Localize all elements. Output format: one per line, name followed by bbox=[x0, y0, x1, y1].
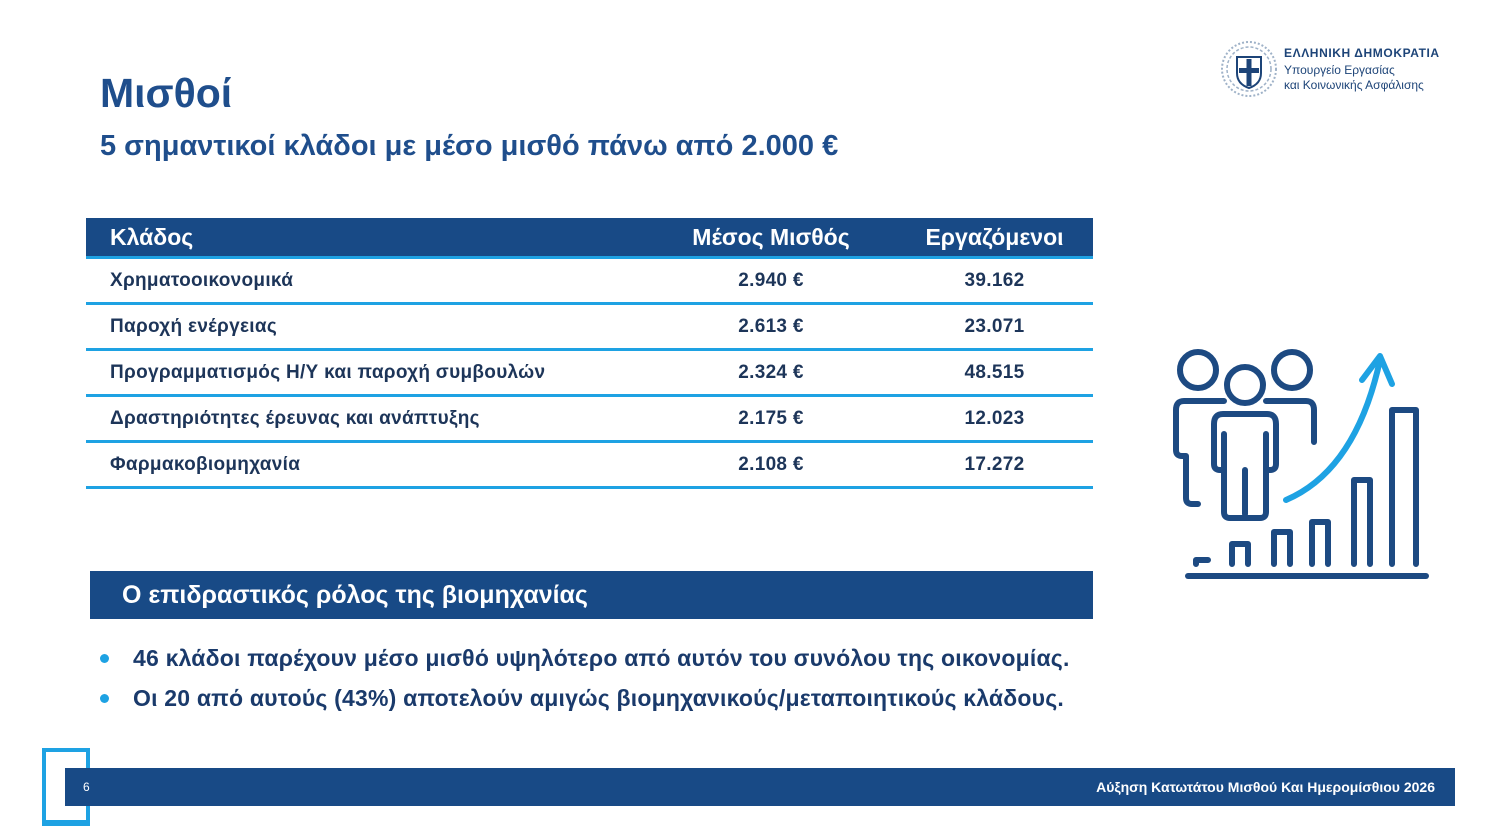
table-header bbox=[86, 218, 1093, 259]
government-logo bbox=[1220, 40, 1440, 98]
table-row bbox=[86, 259, 1093, 305]
cell-employees: 17.272 bbox=[964, 453, 1025, 475]
list-item bbox=[100, 638, 1070, 678]
cell-salary: 2.613 € bbox=[738, 315, 804, 337]
cell-employees: 12.023 bbox=[964, 407, 1025, 429]
cell-employees: 23.071 bbox=[964, 315, 1025, 337]
section-title: Ο επιδραστικός ρόλος της βιομηχανίας bbox=[122, 580, 588, 609]
table-row bbox=[86, 443, 1093, 489]
cell-employees: 39.162 bbox=[964, 269, 1025, 291]
cell-sector: Δραστηριότητες έρευνας και ανάπτυξης bbox=[110, 407, 480, 429]
corner-decoration-bottom bbox=[42, 822, 90, 826]
page-number: 6 bbox=[83, 780, 90, 794]
logo-ministry-line1: Υπουργείο Εργασίας bbox=[1284, 62, 1395, 77]
salary-table bbox=[86, 218, 1093, 489]
footer-title: Αύξηση Κατωτάτου Μισθού Και Ημερομίσθιου 2026 bbox=[1096, 779, 1435, 795]
footer-bar bbox=[65, 768, 1455, 806]
bullet-text: 46 κλάδοι παρέχουν μέσο μισθό υψηλότερο από αυτόν του συνόλου της οικονομίας. bbox=[133, 644, 1070, 671]
corner-decoration-right bbox=[86, 748, 90, 768]
cell-salary: 2.940 € bbox=[738, 269, 804, 291]
page-subtitle: 5 σημαντικοί κλάδοι με μέσο μισθό πάνω από 2.000 € bbox=[100, 130, 839, 162]
greek-emblem-icon bbox=[1220, 40, 1278, 98]
column-header-employees: Εργαζόμενοι bbox=[925, 223, 1064, 250]
cell-sector: Χρηματοοικονομικά bbox=[110, 269, 294, 291]
logo-title: ΕΛΛΗΝΙΚΗ ΔΗΜΟΚΡΑΤΙΑ bbox=[1284, 45, 1440, 60]
bullet-dot-icon bbox=[100, 694, 109, 703]
cell-employees: 48.515 bbox=[964, 361, 1025, 383]
table-row bbox=[86, 351, 1093, 397]
bullet-text: Οι 20 από αυτούς (43%) αποτελούν αμιγώς βιομηχανικούς/μεταποιητικούς κλάδους. bbox=[133, 684, 1065, 711]
cell-salary: 2.108 € bbox=[738, 453, 804, 475]
cell-sector: Προγραμματισμός Η/Υ και παροχή συμβουλών bbox=[110, 361, 546, 383]
bullet-dot-icon bbox=[100, 654, 109, 663]
section-header bbox=[90, 571, 1093, 619]
list-item bbox=[100, 678, 1070, 718]
column-header-sector: Κλάδος bbox=[110, 223, 194, 250]
column-header-salary: Μέσος Μισθός bbox=[692, 223, 850, 250]
table-row bbox=[86, 397, 1093, 443]
cell-salary: 2.324 € bbox=[738, 361, 804, 383]
corner-decoration-right-bottom bbox=[86, 806, 90, 826]
logo-ministry-line2: και Κοινωνικής Ασφάλισης bbox=[1284, 77, 1424, 92]
page-title: Μισθοί bbox=[100, 70, 233, 116]
cell-sector: Φαρμακοβιομηχανία bbox=[110, 453, 301, 475]
people-growth-chart-icon bbox=[1168, 346, 1436, 586]
table-row bbox=[86, 305, 1093, 351]
bullet-list bbox=[100, 638, 1070, 718]
cell-salary: 2.175 € bbox=[738, 407, 804, 429]
cell-sector: Παροχή ενέργειας bbox=[110, 315, 278, 337]
